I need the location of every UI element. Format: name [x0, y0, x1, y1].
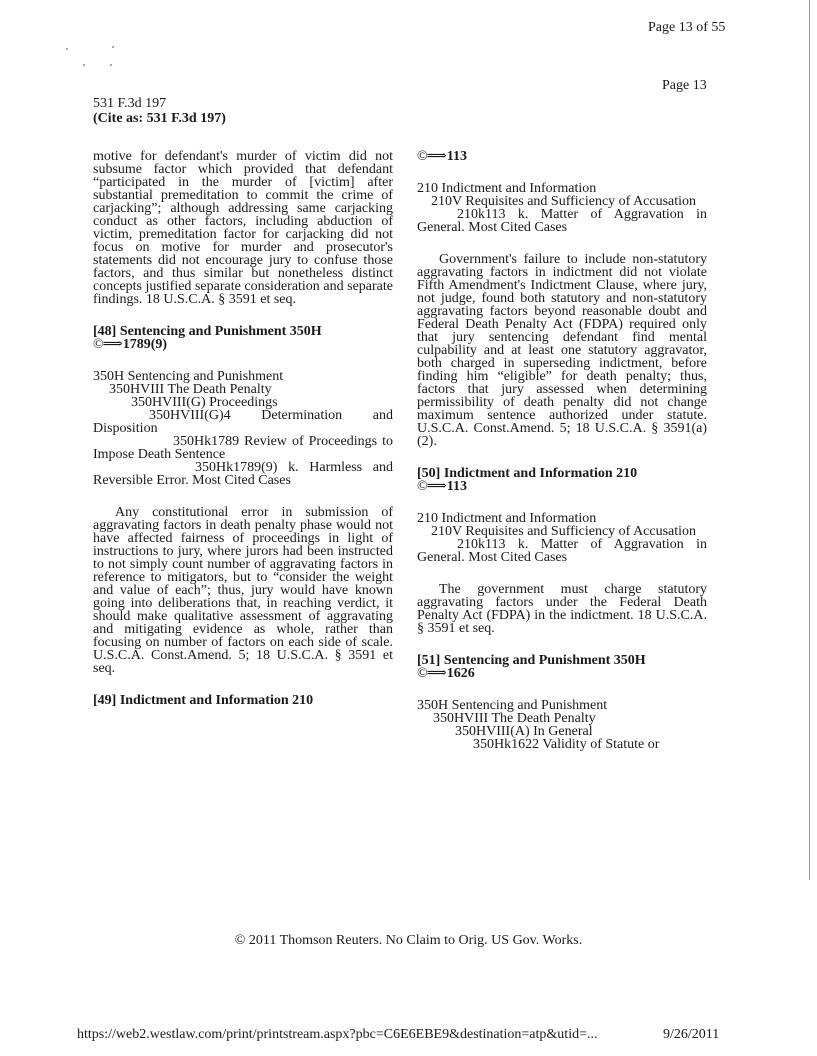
- headnote-48-topic: [48] Sentencing and Punishment 350H: [93, 324, 322, 339]
- print-date: 9/26/2011: [663, 1027, 720, 1042]
- headnote-50-key: 113: [446, 479, 467, 494]
- hn51-line-2: 350HVIII The Death Penalty: [433, 711, 596, 726]
- hn50-line-2: 210V Requisites and Sufficiency of Accusation: [431, 524, 697, 539]
- headnote-51-key: 1626: [446, 666, 475, 681]
- key-number-icon: ©⟹: [93, 337, 122, 352]
- key-number-icon: ©⟹: [417, 149, 446, 164]
- hn51-line-3: 350HVIII(A) In General: [455, 724, 593, 739]
- scan-speck: [66, 48, 68, 50]
- scan-speck: [83, 64, 85, 66]
- headnote-49-text: Government's failure to include non-statutory aggravating factors in indictment did not violate Fifth Amendment's Indictment Clause, where jury, not judge, found both statutory and non-statutory aggravating factors beyond reasonable doubt and Federal Death Penalty Act (FDPA) required only that jury sentencing defendant find mental culpability and at least one statutory aggravator, both charged in superseding indictment, before finding him “eligible” for death penalty; thus, factors that jury assessed when determining permissibility of death penalty did not change maximum sentence authorized under statute. U.S.C.A. Const.Amend. 5; 18 U.S.C.A. § 3591(a)(2).: [417, 252, 707, 449]
- headnote-48-text: Any constitutional error in submission of aggravating factors in death penalty phase would not have affected fairness of proceedings in light of instructions to jury, where jurors had been instructed to not simply count number of aggravating factors in reference to mitigators, but to “consider the weight and value of each”; thus, jury would have known going into deliberations that, in reaching verdict, it should make qualitative assessment of aggravating and mitigating evidence as whole, rather than focusing on number of factors on each side of scale. U.S.C.A. Const.Amend. 5; 18 U.S.C.A. § 3591 et seq.: [93, 505, 393, 676]
- headnote-51-topic: [51] Sentencing and Punishment 350H: [417, 653, 646, 668]
- page-edge-line: [809, 0, 810, 880]
- headnote-51-title[interactable]: [417, 654, 707, 680]
- scan-speck: [112, 46, 114, 48]
- hn51-line-1: 350H Sentencing and Punishment: [417, 698, 608, 713]
- cite-as: (Cite as: 531 F.3d 197): [93, 111, 226, 126]
- headnote-47-text: motive for defendant's murder of victim did not subsume factor which provided that defendant “participated in the murder of [victim] after substantial premeditation to commit the crime of carjacking”; although addressing same carjacking conduct as other factors, including abduction of victim, premeditation factor for carjacking did not focus on motive for murder and prosecutor's statements did not encourage jury to confuse those factors, and thus similar but nonetheless distinct concepts justified separate consideration and separate findings. 18 U.S.C.A. § 3591 et seq.: [93, 149, 393, 307]
- headnote-50-text: The government must charge statutory aggravating factors under the Federal Death Penalty Act (FDPA) in the indictment. 18 U.S.C.A. § 3591 et seq.: [417, 582, 707, 636]
- hn48-line-3: 350HVIII(G) Proceedings: [131, 395, 278, 410]
- headnote-49-key: 113: [446, 149, 467, 164]
- copyright-footer: © 2011 Thomson Reuters. No Claim to Orig. US Gov. Works.: [234, 933, 583, 948]
- headnote-50-topic: [50] Indictment and Information 210: [417, 466, 638, 481]
- hn48-line-2: 350HVIII The Death Penalty: [109, 382, 272, 397]
- headnote-49-title[interactable]: [49] Indictment and Information 210: [93, 693, 314, 708]
- citation-reporter: 531 F.3d 197: [93, 96, 167, 111]
- hn50-line-3[interactable]: 210k113 k. Matter of Aggravation in General. Most Cited Cases: [417, 537, 707, 565]
- hn49-line-1: 210 Indictment and Information: [417, 181, 597, 196]
- hn48-line-6[interactable]: 350Hk1789(9) k. Harmless and Reversible Error. Most Cited Cases: [93, 460, 393, 488]
- scan-speck: [110, 64, 112, 66]
- hn50-line-1: 210 Indictment and Information: [417, 511, 597, 526]
- left-column: [93, 150, 393, 707]
- hn48-line-5: 350Hk1789 Review of Proceedings to Impose Death Sentence: [93, 434, 393, 462]
- key-number-icon: ©⟹: [417, 479, 446, 494]
- hn48-line-1: 350H Sentencing and Punishment: [93, 369, 284, 384]
- headnote-50-title[interactable]: [417, 467, 707, 493]
- right-column: [417, 150, 707, 751]
- headnote-48-key: 1789(9): [122, 337, 168, 352]
- headnote-49-keyline[interactable]: [417, 150, 707, 163]
- key-number-icon: ©⟹: [417, 666, 446, 681]
- hn51-line-4: 350Hk1622 Validity of Statute or: [473, 737, 660, 752]
- hn49-line-2: 210V Requisites and Sufficiency of Accusation: [431, 194, 697, 209]
- hn49-line-3[interactable]: 210k113 k. Matter of Aggravation in General. Most Cited Cases: [417, 207, 707, 235]
- page-count: Page 13 of 55: [648, 20, 726, 35]
- headnote-48-title[interactable]: [93, 325, 393, 351]
- citation-block: [93, 96, 226, 126]
- print-url[interactable]: https://web2.westlaw.com/print/printstream.aspx?pbc=C6E6EBE9&destination=atp&utid=...: [77, 1027, 598, 1042]
- hn48-line-4: 350HVIII(G)4 Determination and Disposition: [93, 408, 393, 436]
- page-number: Page 13: [662, 78, 707, 93]
